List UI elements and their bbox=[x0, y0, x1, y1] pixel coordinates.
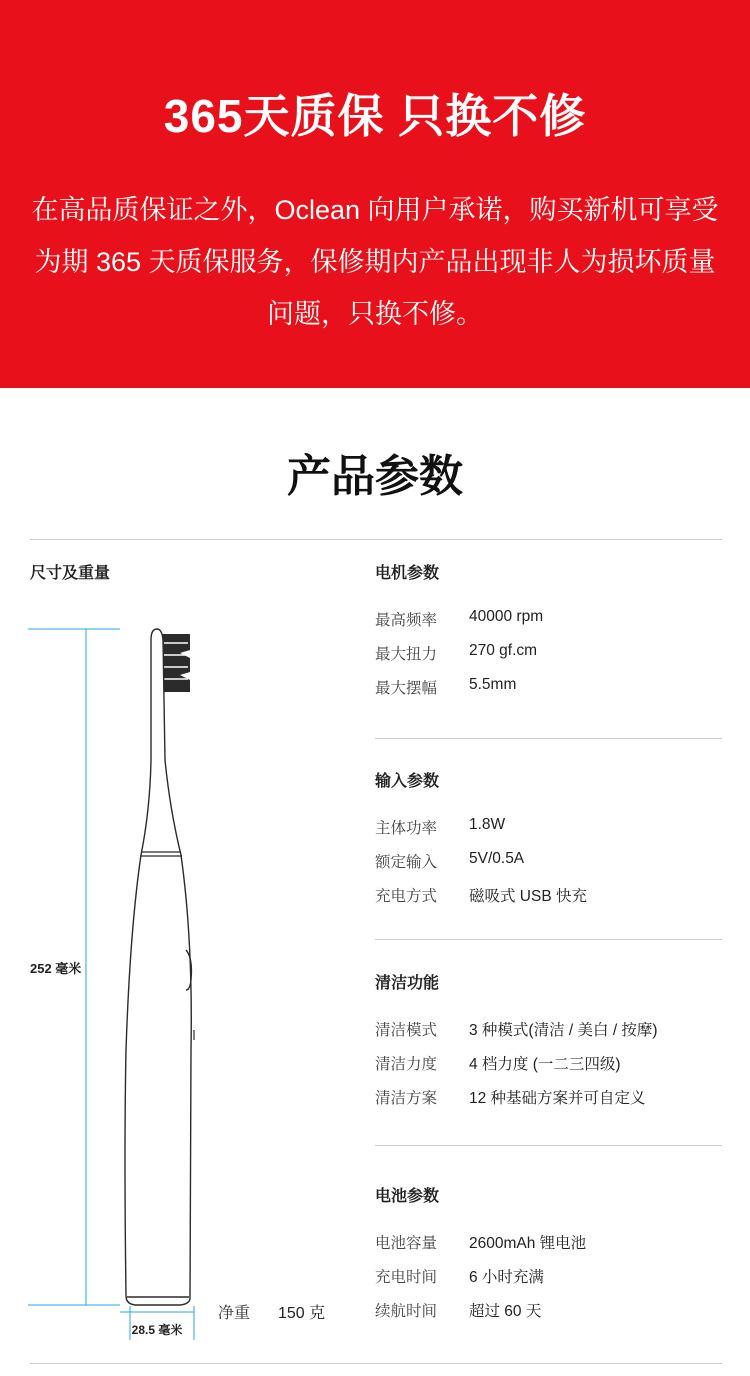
weight-value: 150 克 bbox=[278, 1305, 326, 1322]
param-label: 清洁方案 bbox=[375, 1090, 438, 1107]
param-label: 最高频率 bbox=[375, 612, 438, 629]
param-label: 最大摆幅 bbox=[375, 680, 438, 697]
group-title: 清洁功能 bbox=[375, 975, 440, 992]
bottom-divider bbox=[30, 1363, 722, 1364]
param-value: 5V/0.5A bbox=[469, 850, 525, 867]
param-value: 1.8W bbox=[469, 816, 506, 833]
param-label: 主体功率 bbox=[375, 820, 438, 837]
dimensions-heading: 尺寸及重量 bbox=[30, 565, 111, 582]
param-value: 5.5mm bbox=[469, 676, 517, 693]
warranty-banner bbox=[0, 0, 750, 388]
group-title: 电池参数 bbox=[375, 1188, 440, 1205]
weight-label: 净重 bbox=[218, 1305, 251, 1322]
param-label: 充电时间 bbox=[375, 1269, 438, 1286]
param-value: 6 小时充满 bbox=[469, 1269, 544, 1286]
top-divider bbox=[30, 539, 722, 540]
brush-body bbox=[125, 629, 191, 1305]
group-title: 电机参数 bbox=[375, 565, 440, 582]
banner-description: 在高品质保证之外，Oclean 向用户承诺，购买新机可享受为期 365 天质保服务，保修期内产品出现非人为损坏质量问题，只换不修。 bbox=[31, 195, 719, 329]
param-label: 额定输入 bbox=[375, 854, 438, 871]
param-value: 270 gf.cm bbox=[469, 642, 538, 659]
width-label: 28.5 毫米 bbox=[131, 1323, 183, 1337]
section-title: 产品参数 bbox=[287, 452, 463, 501]
param-label: 续航时间 bbox=[375, 1303, 438, 1320]
banner-title: 365天质保 只换不修 bbox=[163, 90, 587, 142]
param-value: 4 档力度 (一二三四级) bbox=[469, 1056, 621, 1073]
group-divider bbox=[375, 1145, 722, 1146]
param-label: 清洁力度 bbox=[375, 1056, 438, 1073]
group-title: 输入参数 bbox=[375, 773, 440, 790]
param-value: 3 种模式(清洁 / 美白 / 按摩) bbox=[469, 1022, 658, 1039]
param-value: 2600mAh 锂电池 bbox=[469, 1235, 587, 1252]
group-divider bbox=[375, 738, 722, 739]
param-label: 清洁模式 bbox=[375, 1022, 438, 1039]
param-label: 电池容量 bbox=[375, 1235, 438, 1252]
group-divider bbox=[375, 939, 722, 940]
brush-head bbox=[162, 634, 190, 692]
height-label: 252 毫米 bbox=[30, 961, 82, 976]
param-value: 12 种基础方案并可自定义 bbox=[469, 1090, 646, 1107]
param-label: 最大扭力 bbox=[375, 646, 438, 663]
param-value: 超过 60 天 bbox=[469, 1303, 542, 1320]
param-value: 磁吸式 USB 快充 bbox=[469, 888, 587, 905]
param-value: 40000 rpm bbox=[469, 608, 544, 625]
param-label: 充电方式 bbox=[375, 888, 438, 905]
